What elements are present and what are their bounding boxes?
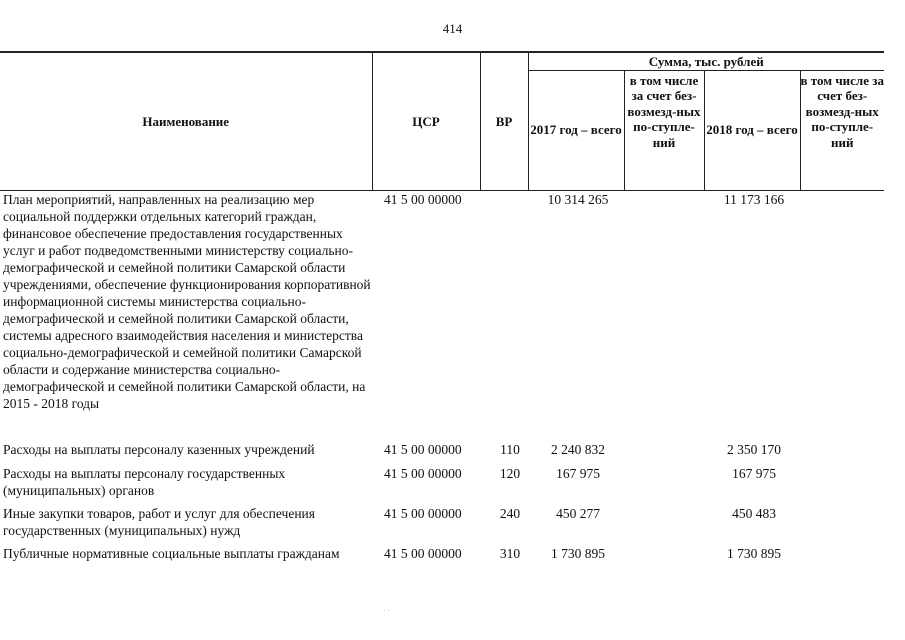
row-name: Расходы на выплаты персоналу государственных (муниципальных) органов: [3, 466, 286, 498]
row-2017-total: 2 240 832: [551, 442, 605, 457]
row-csr: 41 5 00 00000: [384, 192, 462, 207]
table-row: [0, 191, 890, 441]
footer-mark: · ·: [383, 607, 390, 615]
row-2017-total: 1 730 895: [551, 546, 605, 561]
header-2017-total: 2017 год – всего: [528, 70, 624, 190]
table-body: [0, 191, 890, 585]
row-csr: 41 5 00 00000: [384, 442, 462, 457]
row-csr: 41 5 00 00000: [384, 506, 462, 521]
header-2017-free: в том числе за счет без-возмезд-ных по-ступле-ний: [624, 70, 704, 190]
row-name: Расходы на выплаты персоналу казенных учреждений: [3, 442, 315, 457]
table-row: [0, 505, 890, 545]
header-2018-free: в том числе за счет без-возмезд-ных по-ступле-ний: [800, 70, 884, 190]
header-vr: ВР: [480, 52, 528, 190]
page-number: 414: [442, 21, 463, 36]
table-header: [0, 51, 884, 191]
row-2017-total: 10 314 265: [547, 192, 609, 207]
row-vr: 120: [499, 466, 521, 481]
header-csr: ЦСР: [372, 52, 480, 190]
row-vr: 310: [499, 546, 521, 561]
row-2017-total: 450 277: [556, 506, 600, 521]
row-2018-total: 2 350 170: [727, 442, 781, 457]
row-2018-total: 11 173 166: [723, 192, 785, 207]
table-row: [0, 465, 890, 505]
row-vr: 240: [499, 506, 521, 521]
row-name: План мероприятий, направленных на реализацию мер социальной поддержки отдельных категорий граждан, финансовое обеспечение предоставления государственных услуг и работ подведомственными министерству социально-демографической и семейной политики Самарской области учреждениями, обеспечение функционирования корпоративной информационной системы министерства социально-демографической и семейной политики Самарской области, системы адресного взаимодействия населения и министерства социально-демографической и семейной политики Самарской области и содержание министерства социально-демографической и семейной политики Самарской области, на 2015 - 2018 годы: [3, 192, 371, 411]
row-vr: 110: [500, 442, 520, 457]
table-row: [0, 441, 890, 465]
row-2018-total: 450 483: [732, 506, 776, 521]
header-name: Наименование: [0, 52, 372, 190]
row-2018-total: 167 975: [732, 466, 776, 481]
row-2017-total: 167 975: [556, 466, 600, 481]
header-2018-total: 2018 год – всего: [704, 70, 800, 190]
row-csr: 41 5 00 00000: [384, 466, 462, 481]
row-2018-total: 1 730 895: [727, 546, 781, 561]
table-row: [0, 545, 890, 585]
row-csr: 41 5 00 00000: [384, 546, 462, 561]
row-name: Иные закупки товаров, работ и услуг для обеспечения государственных (муниципальных) нужд: [3, 506, 315, 538]
header-sum-group: Сумма, тыс. рублей: [528, 52, 884, 70]
row-name: Публичные нормативные социальные выплаты гражданам: [3, 546, 340, 561]
